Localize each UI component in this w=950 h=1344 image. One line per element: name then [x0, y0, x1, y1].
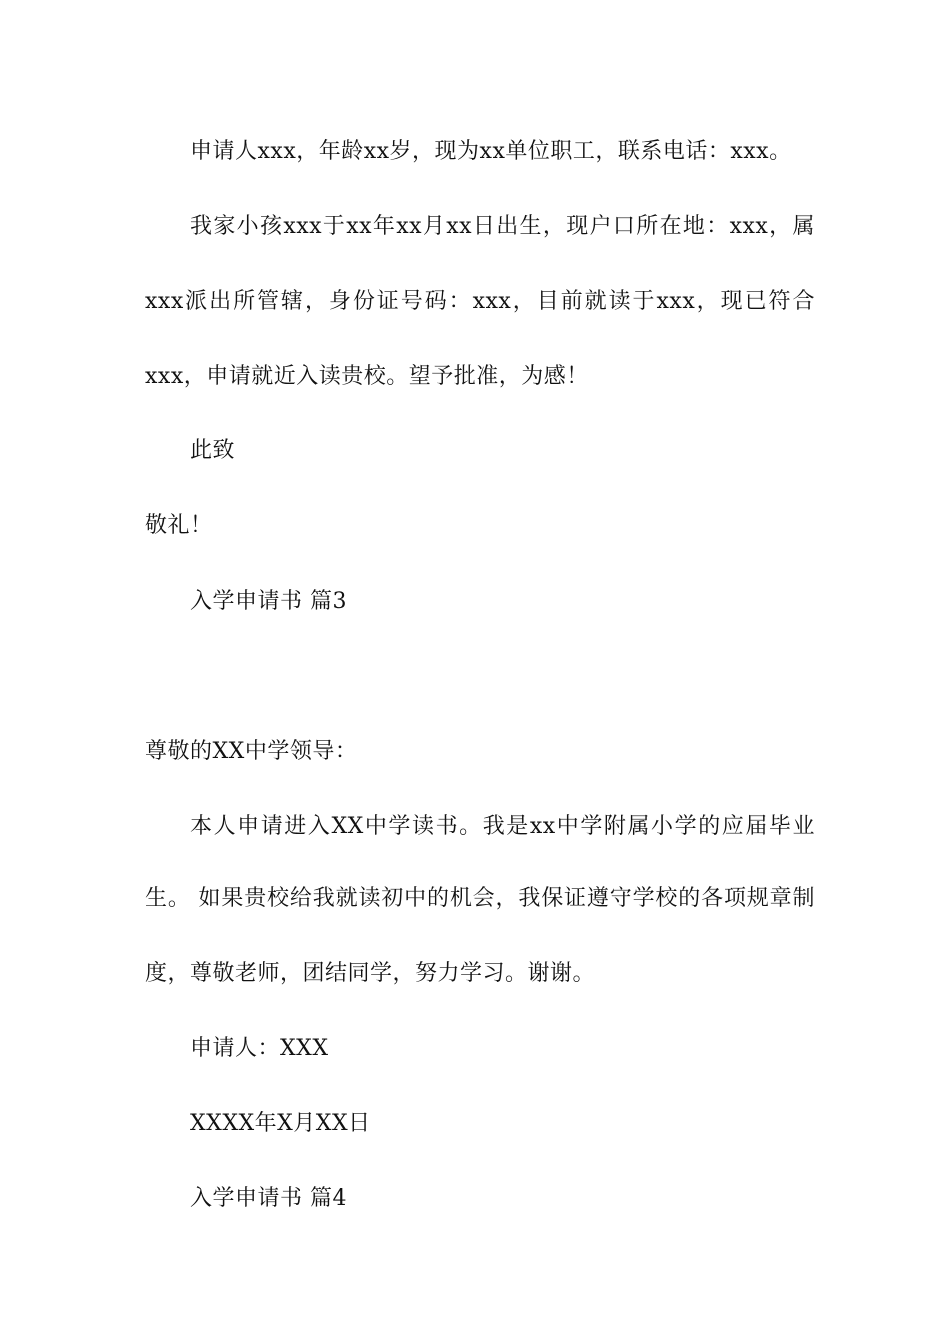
child-info-line-2: xxx派出所管辖，身份证号码：xxx，目前就读于xxx，现已符合 [145, 289, 815, 314]
applicant-info-paragraph: 申请人xxx，年龄xx岁，现为xx单位职工，联系电话：xxx。 [190, 139, 792, 164]
section-heading-3: 入学申请书 篇3 [190, 589, 347, 614]
closing-cizhi: 此致 [190, 438, 236, 463]
salutation: 尊敬的XX中学领导： [145, 739, 358, 764]
application-line-3: 度，尊敬老师，团结同学，努力学习。谢谢。 [145, 961, 596, 986]
date-line: XXXX年X月XX日 [190, 1111, 371, 1136]
child-info-line-3: xxx，申请就近入读贵校。望予批准，为感！ [145, 364, 589, 389]
section-heading-4: 入学申请书 篇4 [190, 1186, 347, 1211]
application-line-1: 本人申请进入XX中学读书。我是xx中学附属小学的应届毕业 [190, 814, 815, 839]
application-line-2: 生。 如果贵校给我就读初中的机会，我保证遵守学校的各项规章制 [145, 886, 815, 911]
closing-jingli: 敬礼！ [145, 513, 213, 538]
signature-line: 申请人：XXX [190, 1036, 329, 1061]
child-info-line-1: 我家小孩xxx于xx年xx月xx日出生，现户口所在地：xxx，属 [190, 214, 815, 239]
